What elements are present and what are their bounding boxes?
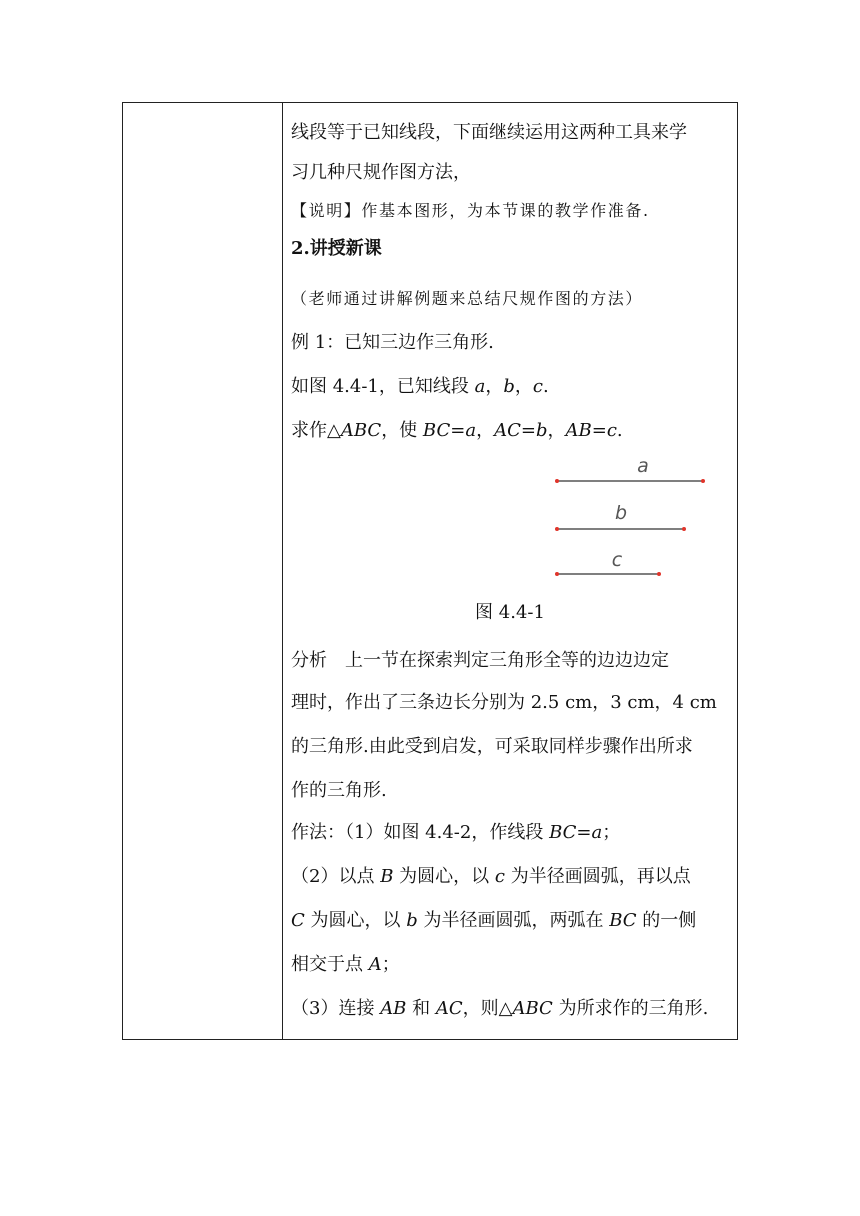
right-cell: [283, 103, 737, 1039]
text-line: 作法：（1）如图 4.4-2，作线段 BC=a；: [291, 822, 621, 843]
text-line: （3）连接 AB 和 AC，则△ABC 为所求作的三角形.: [291, 998, 709, 1019]
text-line: 作的三角形.: [291, 780, 387, 801]
segment-c-start-point: [555, 572, 559, 576]
segment-a-end-point: [701, 479, 705, 483]
segment-label-a: a: [637, 455, 649, 477]
segment-a-start-point: [555, 479, 559, 483]
text-line: 的三角形.由此受到启发，可采取同样步骤作出所求: [291, 736, 693, 757]
segments-figure: [553, 453, 713, 583]
text-line: C 为圆心，以 b 为半径画圆弧，两弧在 BC 的一侧: [291, 910, 697, 931]
segment-label-b: b: [614, 502, 628, 524]
text-line: 相交于点 A；: [291, 954, 400, 975]
text-line: 理时，作出了三条边长分别为 2.5 cm，3 cm，4 cm: [291, 692, 717, 713]
text-line: 线段等于已知线段，下面继续运用这两种工具来学: [291, 122, 687, 143]
text-line: 求作△ABC，使 BC=a，AC=b，AB=c.: [291, 420, 623, 441]
content-table: [122, 102, 738, 1040]
text-line: 习几种尺规作图方法，: [291, 162, 471, 183]
segment-c-end-point: [657, 572, 661, 576]
note-line: （老师通过讲解例题来总结尺规作图的方法）: [291, 289, 644, 308]
text-line: 如图 4.4-1，已知线段 a，b，c.: [291, 376, 549, 397]
example-title: 例 1：已知三边作三角形.: [291, 332, 494, 353]
section-heading: 2.讲授新课: [291, 238, 382, 259]
segment-b-start-point: [555, 527, 559, 531]
segment-b-end-point: [682, 527, 686, 531]
note-line: 【说明】作基本图形，为本节课的教学作准备.: [291, 201, 650, 220]
segment-label-c: c: [611, 549, 623, 571]
text-line: 分析 上一节在探索判定三角形全等的边边边定: [291, 650, 669, 671]
figure-caption: 图 4.4-1: [475, 602, 545, 623]
text-line: （2）以点 B 为圆心，以 c 为半径画圆弧，再以点: [291, 866, 691, 887]
